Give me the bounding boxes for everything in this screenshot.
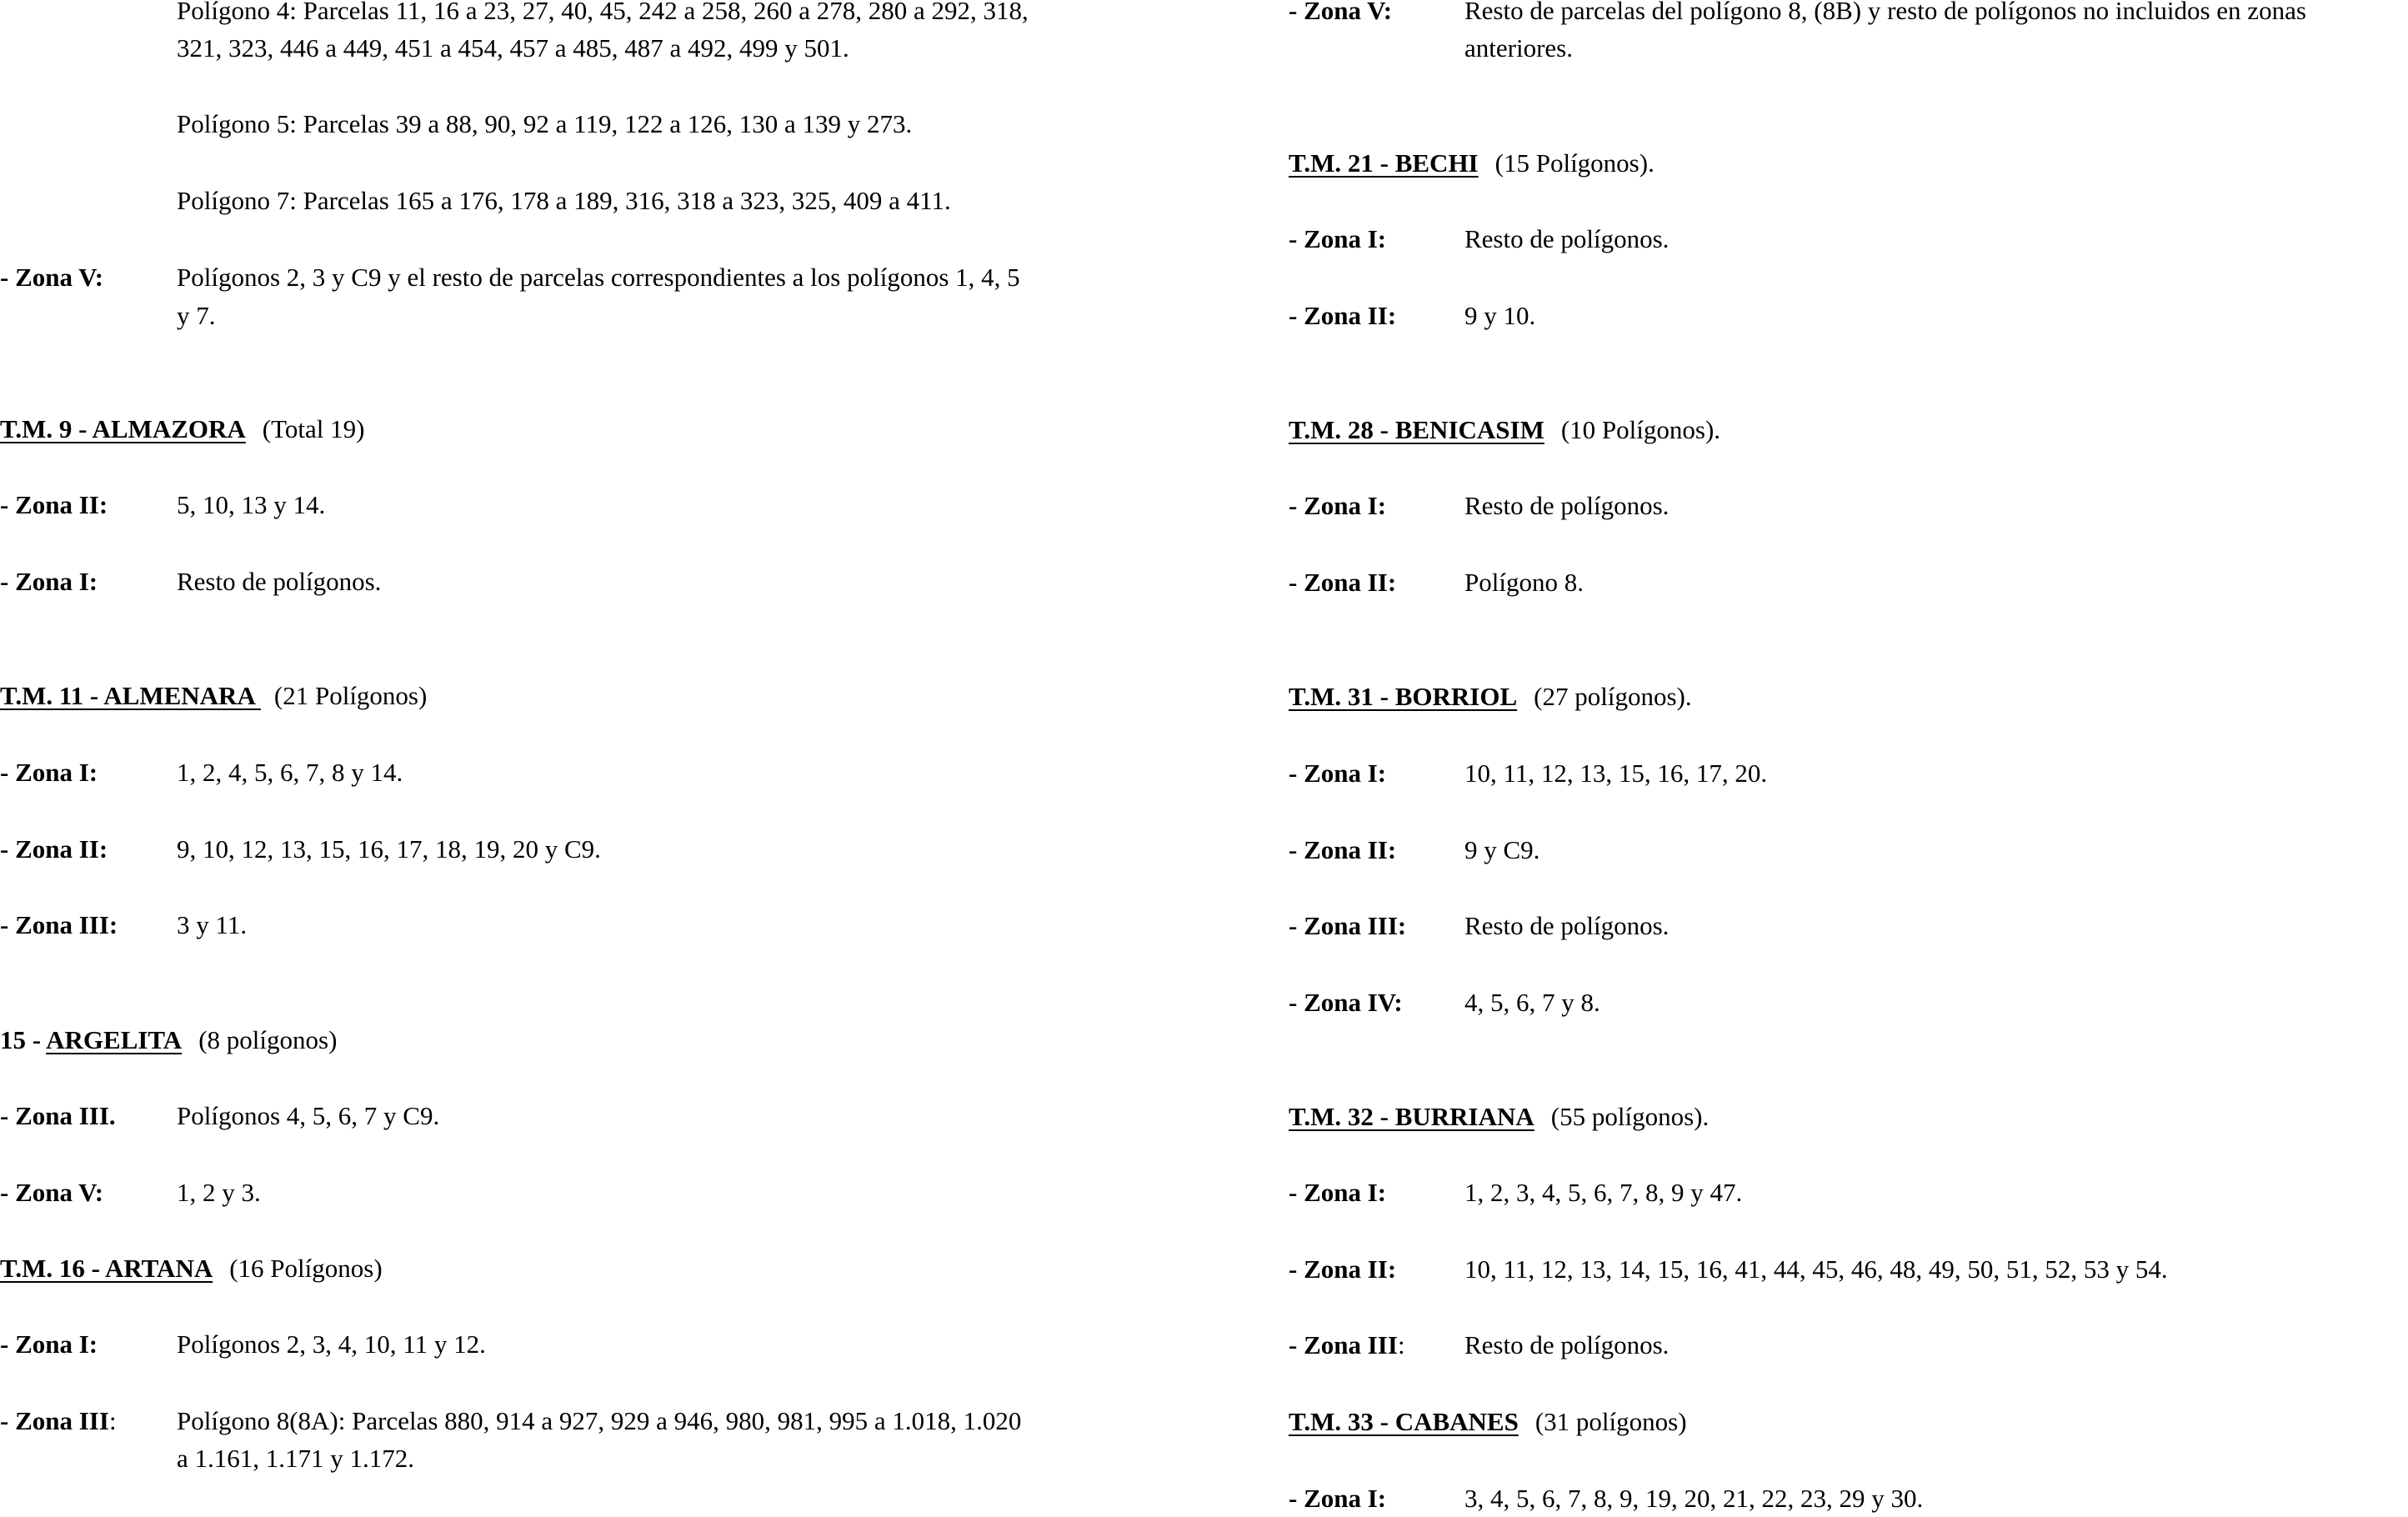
zona-label: - Zona III: [0, 1406, 117, 1435]
zona-label: - Zona I: [0, 1329, 98, 1359]
zona-value: Resto de polígonos. [1464, 911, 1670, 940]
zona-value: Resto de polígonos. [1464, 1330, 1670, 1359]
poligono-5-line: Polígono 5: Parcelas 39 a 88, 90, 92 a 119, 122 a 126, 130 a 139 y 273. [177, 109, 913, 138]
section-heading-cabanes [1289, 1403, 1687, 1440]
zona-value: 5, 10, 13 y 14. [177, 490, 326, 519]
zona-label: - Zona V: [1289, 0, 1393, 25]
section-heading-benicasim [1289, 411, 1720, 448]
municipality-name: T.M. 32 - BURRIANA [1289, 1102, 1534, 1131]
section-heading-burriana [1289, 1098, 1709, 1135]
zona-value: Resto de polígonos. [1464, 224, 1670, 253]
zona-value: 3 y 11. [177, 910, 248, 939]
zona-value-line-1: Resto de parcelas del polígono 8, (8B) y resto de polígonos no incluidos en zonas [1464, 0, 2306, 25]
zona-label: - Zona III. [0, 1101, 116, 1130]
municipality-name: T.M. 21 - BECHI [1289, 148, 1479, 178]
zona-value: Resto de polígonos. [177, 567, 382, 596]
zona-value: 1, 2, 4, 5, 6, 7, 8 y 14. [177, 758, 403, 787]
zona-value: 9, 10, 12, 13, 15, 16, 17, 18, 19, 20 y C9. [177, 834, 601, 864]
polygon-count: (15 Polígonos). [1494, 148, 1655, 178]
section-heading-argelita [0, 1021, 337, 1059]
municipality-number: 15 - [0, 1025, 47, 1054]
polygon-count: (55 polígonos). [1550, 1102, 1710, 1131]
poligono-4-line-1: Polígono 4: Parcelas 11, 16 a 23, 27, 40, 45, 242 a 258, 260 a 278, 280 a 292, 318, [177, 0, 1029, 25]
zona-value: 3, 4, 5, 6, 7, 8, 9, 19, 20, 21, 22, 23, 29 y 30. [1464, 1484, 1924, 1513]
section-heading-artana [0, 1249, 383, 1287]
zona-value: Polígonos 2, 3, 4, 10, 11 y 12. [177, 1329, 486, 1359]
zona-label: - Zona II: [1289, 835, 1397, 864]
zona-label: - Zona I: [1289, 1484, 1387, 1513]
zona-label: - Zona I: [0, 758, 98, 787]
zona-value: Polígono 8. [1464, 568, 1584, 597]
zona-label: - Zona II: [0, 490, 108, 519]
zona-value: 1, 2, 3, 4, 5, 6, 7, 8, 9 y 47. [1464, 1178, 1743, 1207]
zona-value-line-2: y 7. [177, 301, 216, 330]
zona-value: 10, 11, 12, 13, 14, 15, 16, 41, 44, 45, 46, 48, 49, 50, 51, 52, 53 y 54. [1464, 1254, 2168, 1284]
zona-label: - Zona I: [1289, 1178, 1387, 1207]
municipality-name: T.M. 11 - ALMENARA [0, 681, 261, 710]
zona-value: 1, 2 y 3. [177, 1178, 261, 1207]
polygon-count: (Total 19) [262, 414, 365, 443]
polygon-count: (31 polígonos) [1534, 1407, 1687, 1436]
section-heading-almenara [0, 677, 427, 714]
municipality-name: T.M. 31 - BORRIOL [1289, 682, 1518, 711]
zona-label: - Zona III: [1289, 1330, 1405, 1359]
section-heading-borriol [1289, 678, 1692, 715]
zona-value-line-2: a 1.161, 1.171 y 1.172. [177, 1444, 415, 1473]
poligono-4-line-2: 321, 323, 446 a 449, 451 a 454, 457 a 485, 487 a 492, 499 y 501. [177, 33, 849, 63]
zona-label: - Zona II: [1289, 301, 1397, 330]
zona-label: - Zona II: [1289, 1254, 1397, 1284]
polygon-count: (21 Polígonos) [273, 681, 428, 710]
polygon-count: (10 Polígonos). [1560, 415, 1721, 444]
zona-label: - Zona I: [0, 567, 98, 596]
municipality-name: T.M. 33 - CABANES [1289, 1407, 1519, 1436]
zona-label: - Zona II: [1289, 568, 1397, 597]
zona-value: Resto de polígonos. [1464, 491, 1670, 520]
zona-label: - Zona III: [1289, 911, 1407, 940]
section-heading-bechi [1289, 144, 1655, 182]
municipality-name: T.M. 16 - ARTANA [0, 1254, 213, 1283]
poligono-7-line: Polígono 7: Parcelas 165 a 176, 178 a 189, 316, 318 a 323, 325, 409 a 411. [177, 186, 951, 215]
zona-value-line-2: anteriores. [1464, 33, 1573, 63]
zona-label: - Zona I: [1289, 224, 1387, 253]
polygon-count: (8 polígonos) [198, 1025, 338, 1054]
zona-value: 9 y C9. [1464, 835, 1540, 864]
polygon-count: (27 polígonos). [1534, 682, 1692, 711]
zona-value-line-1: Polígonos 2, 3 y C9 y el resto de parcelas correspondientes a los polígonos 1, 4, 5 [177, 263, 1020, 292]
zona-label: - Zona I: [1289, 758, 1387, 788]
municipality-name: ARGELITA [46, 1025, 183, 1054]
polygon-count: (16 Polígonos) [229, 1254, 383, 1283]
municipality-name: T.M. 28 - BENICASIM [1289, 415, 1544, 444]
zona-label: - Zona I: [1289, 491, 1387, 520]
zona-value: Polígonos 4, 5, 6, 7 y C9. [177, 1101, 440, 1130]
zona-label: - Zona III: [0, 910, 118, 939]
zona-label: - Zona V: [0, 1178, 104, 1207]
zona-value: 9 y 10. [1464, 301, 1536, 330]
municipality-name: T.M. 9 - ALMAZORA [0, 414, 246, 443]
zona-label: - Zona II: [0, 834, 108, 864]
section-heading-almazora [0, 410, 364, 448]
zona-value: 10, 11, 12, 13, 15, 16, 17, 20. [1464, 758, 1768, 788]
zona-value: 4, 5, 6, 7 y 8. [1464, 988, 1600, 1017]
zona-value-line-1: Polígono 8(8A): Parcelas 880, 914 a 927, 929 a 946, 980, 981, 995 a 1.018, 1.020 [177, 1406, 1022, 1435]
zona-label: - Zona V: [0, 263, 104, 292]
zona-label: - Zona IV: [1289, 988, 1403, 1017]
